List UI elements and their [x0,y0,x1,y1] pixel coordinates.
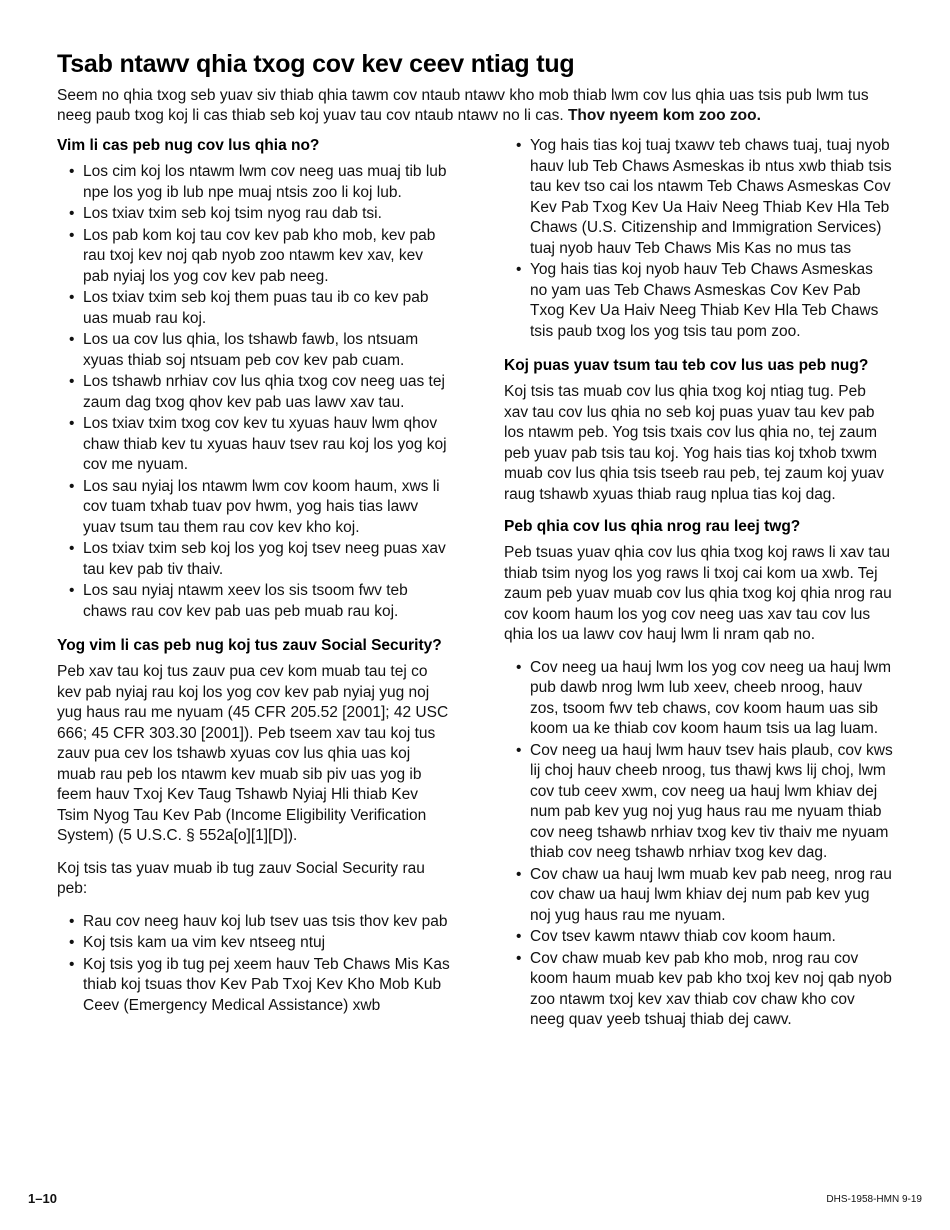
list-item: • Los txiav txim seb koj tsim nyog rau dab tsi. [83,204,452,225]
list-item: • Cov chaw muab kev pab kho mob, nrog rau cov koom haum muab kev pab kho txoj kev noj qab nyob zoo ntawm txoj kev xav thiab cov chaw kho cov neeg quav yeeb tshuaj thiab dej cawv. [530,949,893,1031]
page [57,50,893,1028]
share-list [504,658,893,1031]
list-item: • Los txiav txim txog cov kev tu xyuas hauv lwm qhov chaw thiab kev tu xyuas hauv tsev rau koj los yog koj cov me nyuam. [83,414,452,476]
paragraph: Koj tsis tas muab cov lus qhia txog koj ntiag tug. Peb xav tau cov lus qhia no seb koj puas yuav tau kev pab los ntawm peb. Yog tsis txais cov lus qhia no, tej zaum peb yuav pab tsis tau koj. Yog hais tias koj txhob txwm muab cov lus qhia tsis tseeb rau peb, tej zaum koj yuav raug tshawb xyuas thiab raug nplua tias koj dag. [504,383,884,503]
list-item: • Los pab kom koj tau cov kev pab kho mob, kev pab rau txoj kev noj qab nyob zoo ntawm kev xav, kev pab nyiaj los yog cov kev pab neeg. [83,226,452,288]
form-number: DHS-1958-HMN 9-19 [826,1194,922,1205]
list-item: • Los cim koj los ntawm lwm cov neeg uas muaj tib lub npe los yog ib lub npe muaj ntsis zoo li koj lub. [83,162,452,203]
list-item: • Yog hais tias koj nyob hauv Teb Chaws Asmeskas no yam uas Teb Chaws Asmeskas Cov Kev Pab Txog Kev Ua Haiv Neeg Thiab Kev Hla Teb Chaws tsis paub txog los yog tsis tau pom zoo. [530,260,893,342]
list-item: • Cov neeg ua hauj lwm hauv tsev hais plaub, cov kws lij choj hauv cheeb nroog, tus thawj kws lij choj, lwm cov tub ceev xwm, cov neeg ua hauj lwm khiav dej num pab kev yug noj yug haus rau me nyuam thiab cov neeg tshawb nrhiav txog kev tiv thaiv me nyuam thiab cov neeg tshawb nrhiav txog kev dag. [530,741,893,864]
list-item: • Cov tsev kawm ntawv thiab cov koom haum. [530,927,893,948]
section-heading: Koj puas yuav tsum tau teb cov lus uas peb nug? [504,357,869,374]
page-number: 1–10 [28,1191,57,1206]
section-must-answer [504,356,893,505]
section-heading: Yog vim li cas peb nug koj tus zauv Social Security? [57,637,442,654]
list-item: • Koj tsis kam ua vim kev ntseeg ntuj [83,933,452,954]
section-who-we-share [504,517,893,1031]
section-heading: Peb qhia cov lus qhia nrog rau leej twg? [504,518,801,535]
list-item: • Yog hais tias koj tuaj txawv teb chaws tuaj, tuaj nyob hauv lub Teb Chaws Asmeskas ib ntus xwb thiab tsis tau kev tso cai los ntawm Teb Chaws Asmeskas Cov Kev Pab Txog Kev Ua Haiv Neeg Thiab Kev Hla Teb Chaws (U.S. Citizenship and Immigration Services) tuaj nyob hauv Teb Chaws Mis Kas no mus tas [530,136,893,259]
intro-paragraph [57,86,893,126]
reasons-list [57,162,452,622]
section-ssn [57,636,452,1016]
intro-text: Seem no qhia txog seb yuav siv thiab qhia tawm cov ntaub ntawv kho mob thiab lwm cov lus qhia uas tsis pub lwm tus neeg paub txog koj li cas thiab seb koj yuav tau cov ntaub ntawv no li cas. [57,87,869,124]
ssn-exceptions-continued-list [504,136,893,342]
list-item: • Koj tsis yog ib tug pej xeem hauv Teb Chaws Mis Kas thiab koj tsuas thov Kev Pab Txoj Kev Kho Mob Kub Ceev (Emergency Medical Assistance) xwb [83,955,452,1017]
section-heading: Vim li cas peb nug cov lus qhia no? [57,137,320,154]
paragraph: Peb tsuas yuav qhia cov lus qhia txog koj raws li xav tau thiab tsim nyog los yog raws li txoj cai kom ua xwb. Tej zaum peb yuav muab cov lus qhia txog koj qhia nrog rau cov koom haum los yog cov neeg uas xav tau cov lus qhia los ua lawv cov hauj lwm li nram qab no. [504,544,892,643]
list-item: • Rau cov neeg hauv koj lub tsev uas tsis thov kev pab [83,912,452,933]
list-item: • Los txiav txim seb koj them puas tau ib co kev pab uas muab rau koj. [83,288,452,329]
list-item: • Los txiav txim seb koj los yog koj tsev neeg puas xav tau kev pab tiv thaiv. [83,539,452,580]
ssn-exceptions-list [57,912,452,1017]
list-item: • Los sau nyiaj ntawm xeev los sis tsoom fwv teb chaws rau cov kev pab uas peb muab rau koj. [83,581,452,622]
list-item: • Cov neeg ua hauj lwm los yog cov neeg ua hauj lwm pub dawb nrog lwm lub xeev, cheeb nroog, hauv zos, tsoom fwv teb chaws, cov koom haum uas sib koom ua ke thiab cov koom haum tsis ua lag luam. [530,658,893,740]
list-item: • Los tshawb nrhiav cov lus qhia txog cov neeg uas tej zaum dag txog qhov kev pab uas lawv xav tau. [83,372,452,413]
list-item: • Los ua cov lus qhia, los tshawb fawb, los ntsuam xyuas thiab soj ntsuam peb cov kev pab cuam. [83,330,452,371]
list-item: • Cov chaw ua hauj lwm muab kev pab neeg, nrog rau cov chaw ua hauj lwm khiav dej num pab kev yug noj yug haus rau me nyuam. [530,865,893,927]
intro-bold: Thov nyeem kom zoo zoo. [567,107,761,124]
paragraph: Koj tsis tas yuav muab ib tug zauv Social Security rau peb: [57,859,425,897]
list-item: • Los sau nyiaj los ntawm lwm cov koom haum, xws li cov tuam txhab tuav pov hwm, yog hais tias lawv yuav tsum tau them rau cov kev kho koj. [83,477,452,539]
page-title: Tsab ntawv qhia txog cov kev ceev ntiag tug [57,50,575,78]
section-why-ask [57,136,452,622]
paragraph: Peb xav tau koj tus zauv pua cev kom muab tau tej co kev pab nyiaj rau koj los yog cov kev pab nyiaj yug noj yug haus rau me nyuam (45 CFR 205.52 [2001]; 42 USC 666; 45 CFR 303.30 [2001]). Peb tseem xav tau koj tus zauv pua cev los tshawb xyuas cov lus qhia uas koj muab rau peb los ntawm kev muab sib piv uas yog ib feem hauv Txoj Kev Taug Tshawb Nyiaj Hli thiab Kev Tsim Nyog Tau Kev Pab (Income Eligibility Verification System) (5 U.S.C. § 552a[o][1][D]). [57,663,449,844]
right-column [504,136,893,1045]
left-column [57,136,452,1030]
